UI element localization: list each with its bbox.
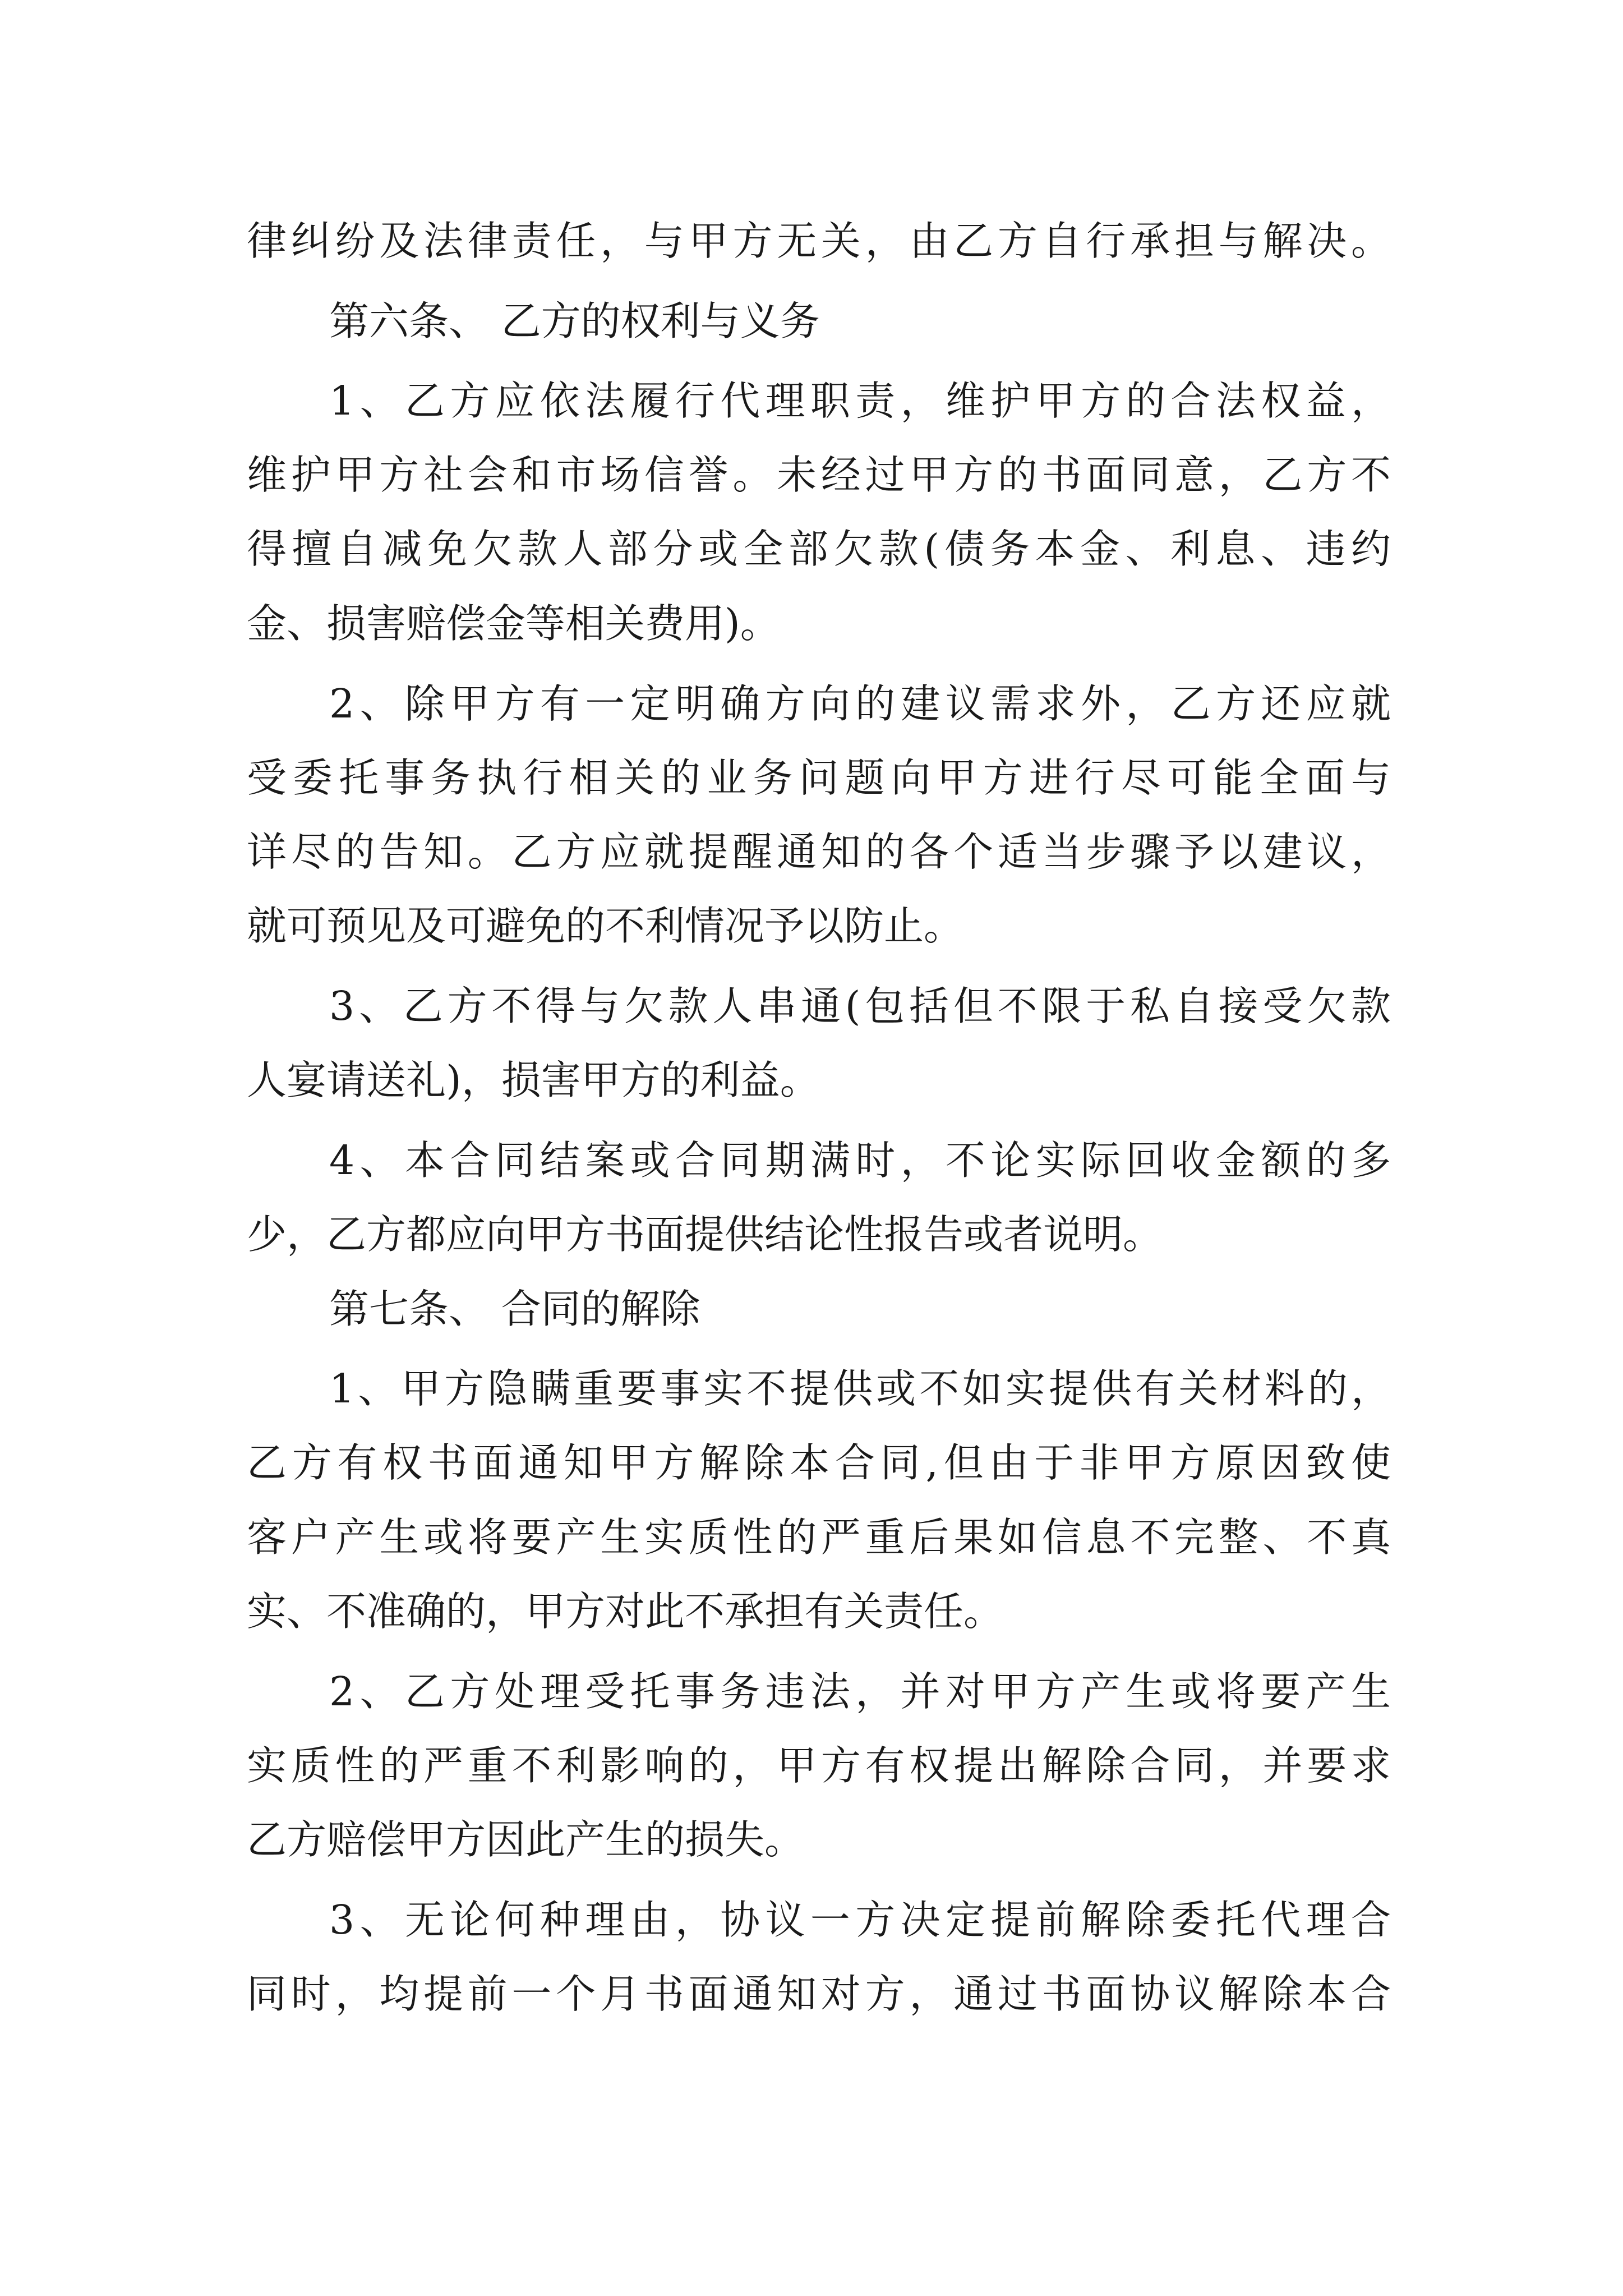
text-line: 乙方有权书面通知甲方解除本合同,但由于非甲方原因致使: [247, 1439, 1391, 1486]
text-line: 1、乙方应依法履行代理职责，维护甲方的合法权益，: [329, 378, 1391, 424]
text-line: 详尽的告知。乙方应就提醒通知的各个适当步骤予以建议，: [247, 829, 1391, 875]
text-line: 律纠纷及法律责任，与甲方无关，由乙方自行承担与解决。: [247, 218, 1391, 264]
text-line: 客户产生或将要产生实质性的严重后果如信息不完整、不真: [247, 1514, 1391, 1561]
text-line: 乙方赔偿甲方因此产生的损失。: [247, 1816, 805, 1863]
text-line: 3、乙方不得与欠款人串通(包括但不限于私自接受欠款: [329, 983, 1391, 1029]
section-heading: 第七条、 合同的解除: [329, 1286, 700, 1332]
text-line: 同时，均提前一个月书面通知对方，通过书面协议解除本合: [247, 1971, 1391, 2017]
text-line: 金、损害赔偿金等相关费用)。: [247, 600, 780, 647]
text-line: 少，乙方都应向甲方书面提供结论性报告或者说明。: [247, 1211, 1163, 1258]
text-line: 实质性的严重不利影响的，甲方有权提出解除合同，并要求: [247, 1742, 1391, 1789]
text-line: 人宴请送礼)，损害甲方的利益。: [247, 1057, 820, 1103]
text-line: 1、甲方隐瞒重要事实不提供或不如实提供有关材料的，: [329, 1365, 1391, 1412]
text-line: 受委托事务执行相关的业务问题向甲方进行尽可能全面与: [247, 754, 1391, 801]
text-line: 实、不准确的，甲方对此不承担有关责任。: [247, 1588, 1004, 1635]
text-line: 2、乙方处理受托事务违法，并对甲方产生或将要产生: [329, 1668, 1391, 1715]
section-heading: 第六条、 乙方的权利与义务: [329, 298, 820, 344]
text-line: 2、除甲方有一定明确方向的建议需求外，乙方还应就: [329, 680, 1391, 727]
text-line: 4、本合同结案或合同期满时，不论实际回收金额的多: [329, 1137, 1391, 1184]
text-line: 维护甲方社会和市场信誉。未经过甲方的书面同意，乙方不: [247, 452, 1391, 498]
text-line: 得擅自减免欠款人部分或全部欠款(债务本金、利息、违约: [247, 526, 1391, 572]
text-line: 就可预见及可避免的不利情况予以防止。: [247, 903, 964, 949]
text-line: 3、无论何种理由，协议一方决定提前解除委托代理合: [329, 1897, 1391, 1943]
